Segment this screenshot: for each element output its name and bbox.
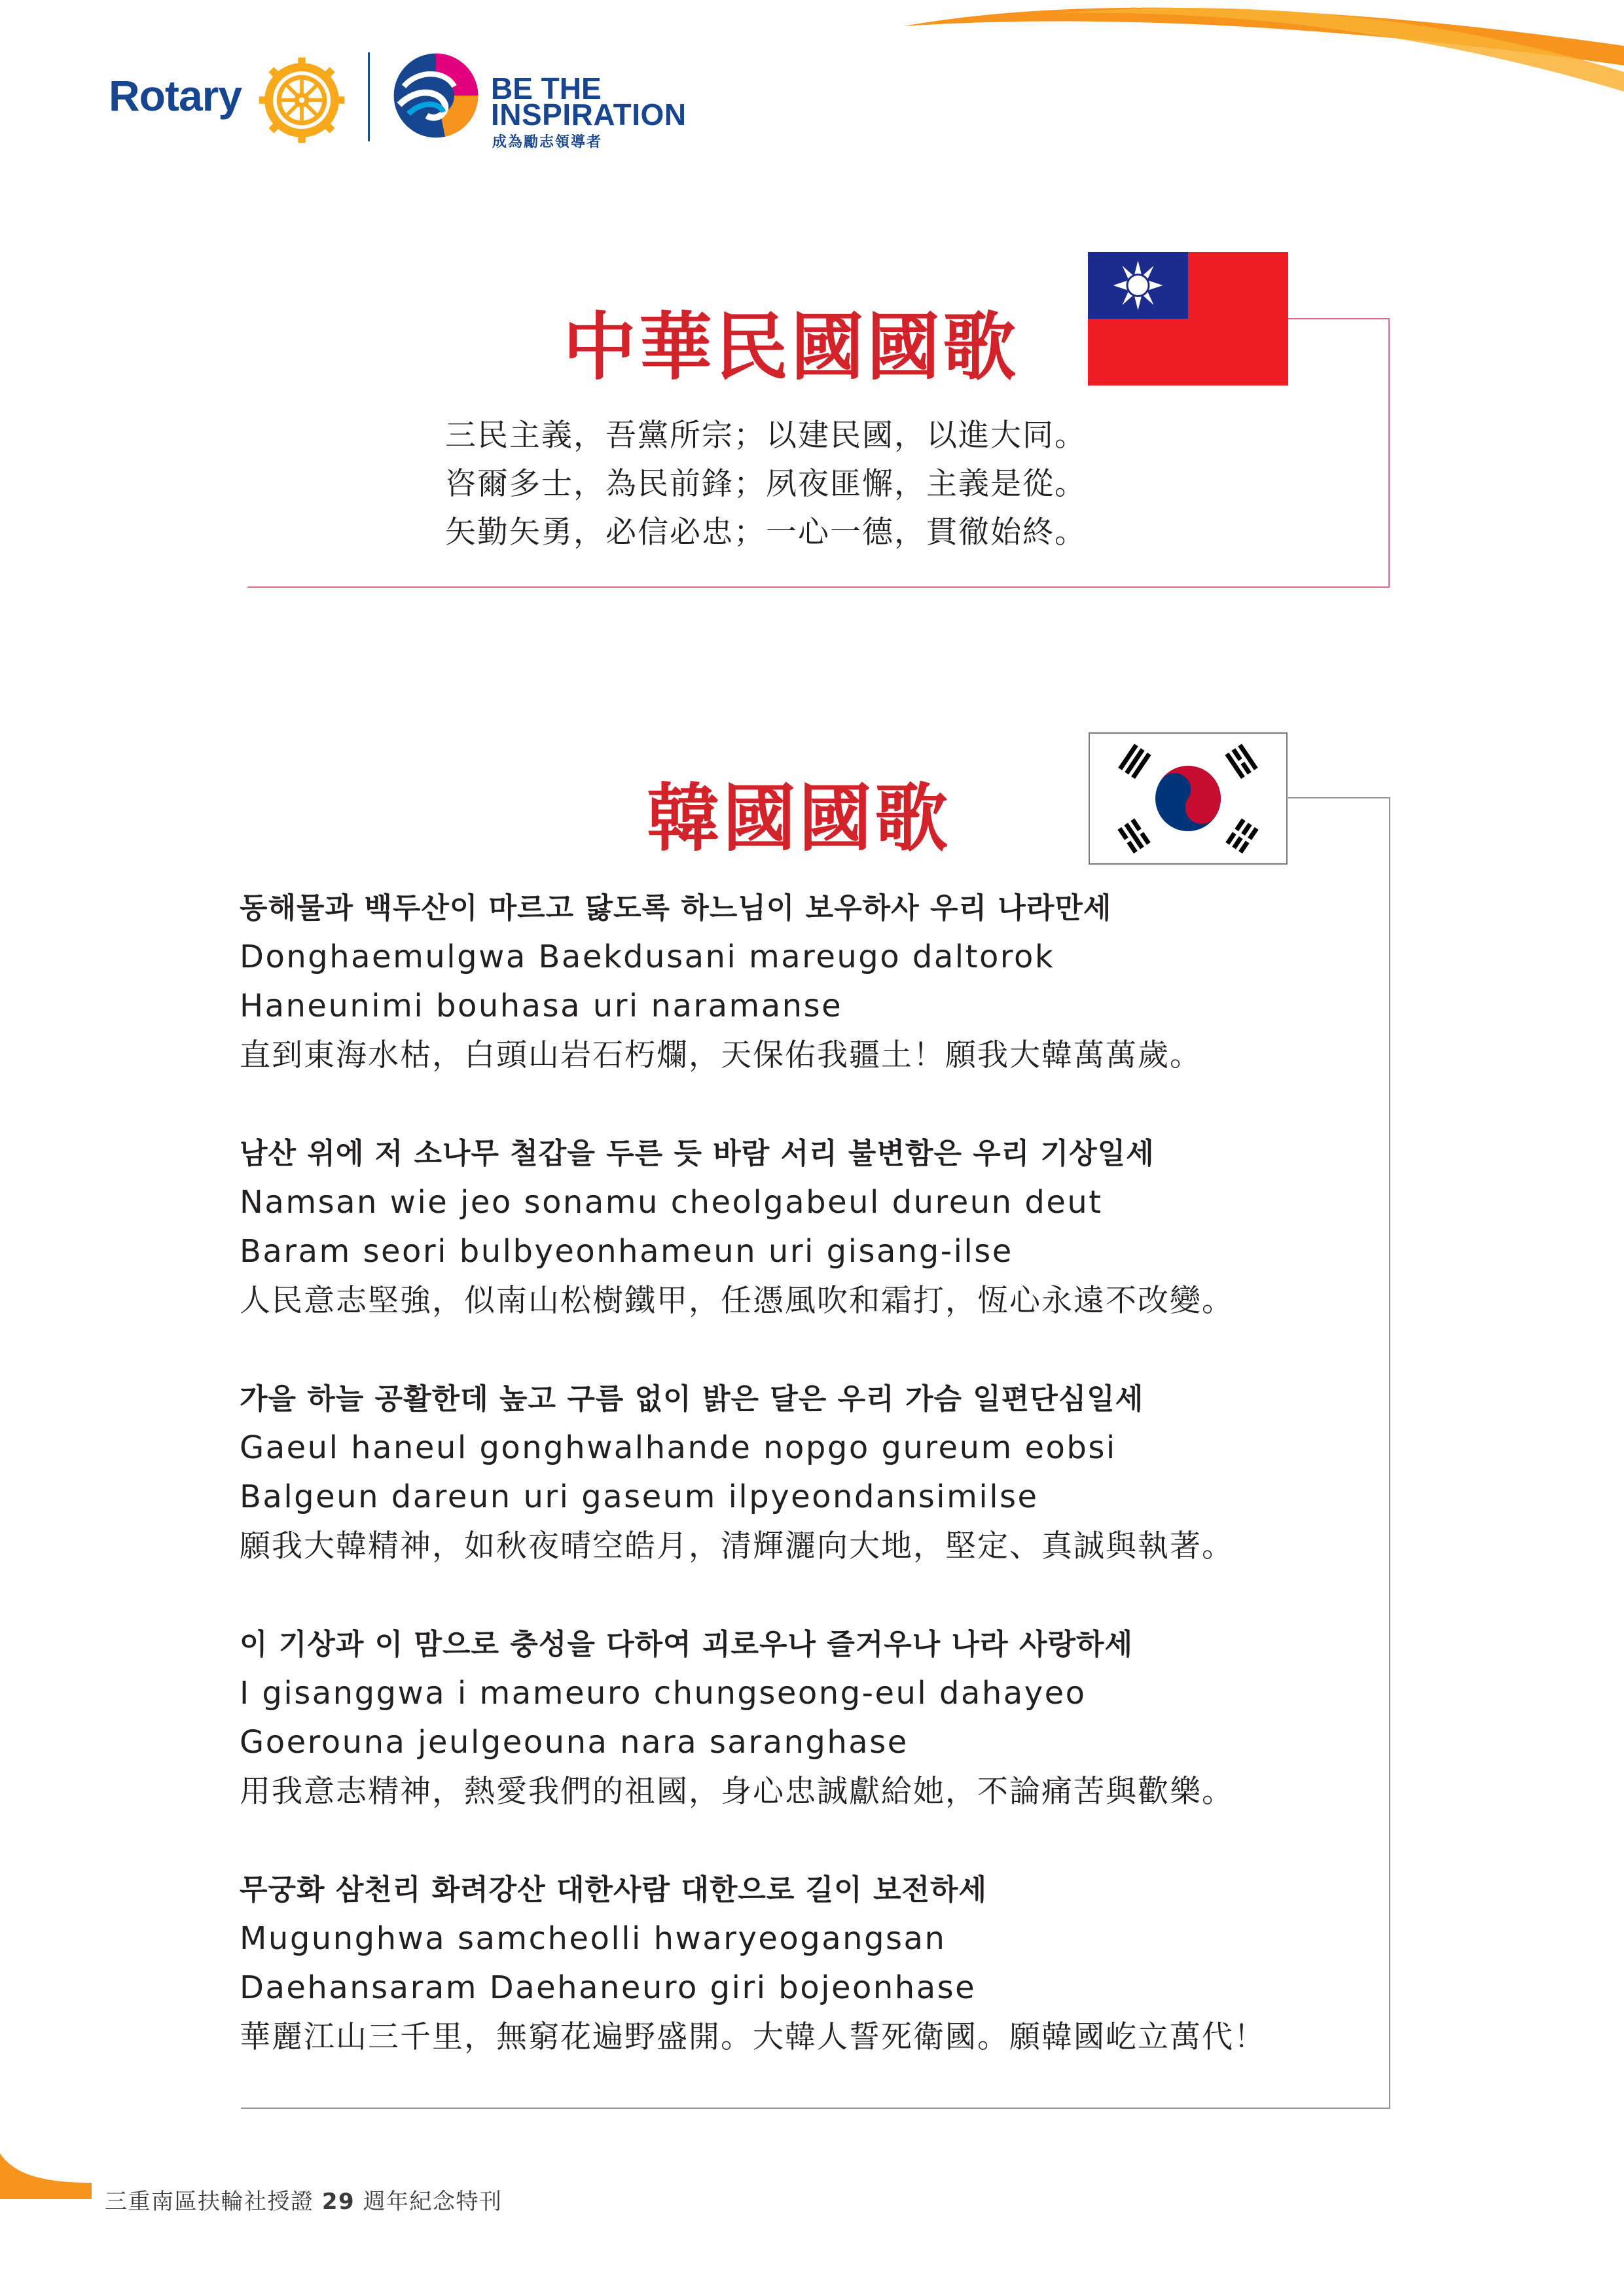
chinese-translation: 用我意志精神，熱愛我們的祖國，身心忠誠獻給她，不論痛苦與歡樂。	[240, 1774, 1234, 1810]
romanized-lyric: Goerouna jeulgeouna nara saranghase	[240, 1724, 909, 1761]
romanized-lyric: Haneunimi bouhasa uri naramanse	[240, 988, 843, 1024]
orange-swoosh-decoration	[890, 0, 1624, 92]
tagline-line1: BE THE	[491, 71, 602, 105]
rotary-wheel-icon	[255, 54, 348, 147]
romanized-lyric: Mugunghwa samcheolli hwaryeogangsan	[240, 1920, 947, 1957]
korean-lyric: 무궁화 삼천리 화려강산 대한사람 대한으로 길이 보전하세	[240, 1873, 988, 1907]
roc-anthem-title: 中華民國國歌	[563, 305, 1019, 390]
tagline-line2: INSPIRATION	[491, 98, 687, 132]
romanized-lyric: Namsan wie jeo sonamu cheolgabeul dureun deut	[240, 1184, 1103, 1221]
korea-anthem-stanza-1	[240, 884, 1379, 1080]
roc-anthem-line: 三民主義，吾黨所宗；以建民國，以進大同。	[445, 418, 1087, 454]
footer-publication-title	[105, 2183, 502, 2215]
korean-lyric: 이 기상과 이 맘으로 충성을 다하여 괴로우나 즐거우나 나라 사랑하세	[240, 1628, 1133, 1661]
be-the-inspiration-logo-icon	[390, 50, 482, 141]
korea-anthem-stanza-2	[240, 1129, 1379, 1325]
footer-anniversary-number: 29	[321, 2189, 355, 2215]
korean-lyric: 동해물과 백두산이 마르고 닳도록 하느님이 보우하사 우리 나라만세	[240, 891, 1112, 925]
korea-anthem-frame-bottom	[241, 2108, 1390, 2109]
korea-flag-icon	[1089, 732, 1288, 865]
chinese-translation: 人民意志堅強，似南山松樹鐵甲，任憑風吹和霜打，恆心永遠不改變。	[240, 1283, 1234, 1319]
roc-anthem-line: 矢勤矢勇，必信必忠；一心一德，貫徹始終。	[445, 514, 1087, 550]
korea-anthem-frame-top	[1288, 797, 1390, 798]
chinese-translation: 直到東海水枯，白頭山岩石朽爛，天保佑我疆土！願我大韓萬萬歲。	[240, 1037, 1202, 1073]
romanized-lyric: I gisanggwa i mameuro chungseong-eul dahayeo	[240, 1675, 1087, 1712]
chinese-translation: 願我大韓精神，如秋夜晴空皓月，清輝灑向大地，堅定、真誠與執著。	[240, 1528, 1234, 1564]
roc-flag-icon	[1088, 252, 1288, 386]
header-divider	[368, 52, 370, 141]
footer-orange-corner-decoration	[0, 2153, 92, 2199]
tagline-chinese: 成為勵志領導者	[492, 134, 603, 151]
roc-anthem-frame-top	[1283, 318, 1390, 319]
korean-lyric: 가을 하늘 공활한데 높고 구름 없이 밝은 달은 우리 가슴 일편단심일세	[240, 1382, 1144, 1416]
chinese-translation: 華麗江山三千里，無窮花遍野盛開。大韓人誓死衛國。願韓國屹立萬代！	[240, 2019, 1266, 2055]
rotary-wordmark: Rotary	[109, 71, 242, 120]
footer-text-before: 三重南區扶輪社授證	[105, 2189, 322, 2215]
korea-anthem-stanza-5	[240, 1865, 1379, 2062]
korea-anthem-frame-side	[1389, 797, 1390, 2109]
korea-anthem-stanza-4	[240, 1620, 1379, 1816]
korea-anthem-stanza-3	[240, 1374, 1379, 1571]
romanized-lyric: Baram seori bulbyeonhameun uri gisang-ilse	[240, 1233, 1013, 1270]
roc-anthem-line: 咨爾多士，為民前鋒；夙夜匪懈，主義是從。	[445, 466, 1087, 502]
romanized-lyric: Daehansaram Daehaneuro giri bojeonhase	[240, 1969, 977, 2006]
romanized-lyric: Gaeul haneul gonghwalhande nopgo gureum eobsi	[240, 1429, 1117, 1466]
korean-lyric: 남산 위에 저 소나무 철갑을 두른 듯 바람 서리 불변함은 우리 기상일세	[240, 1137, 1155, 1170]
footer-text-after: 週年紀念特刊	[355, 2189, 503, 2215]
korea-anthem-title: 韓國國歌	[647, 776, 950, 861]
romanized-lyric: Balgeun dareun uri gaseum ilpyeondansimilse	[240, 1479, 1039, 1515]
romanized-lyric: Donghaemulgwa Baekdusani mareugo daltorok	[240, 939, 1055, 975]
